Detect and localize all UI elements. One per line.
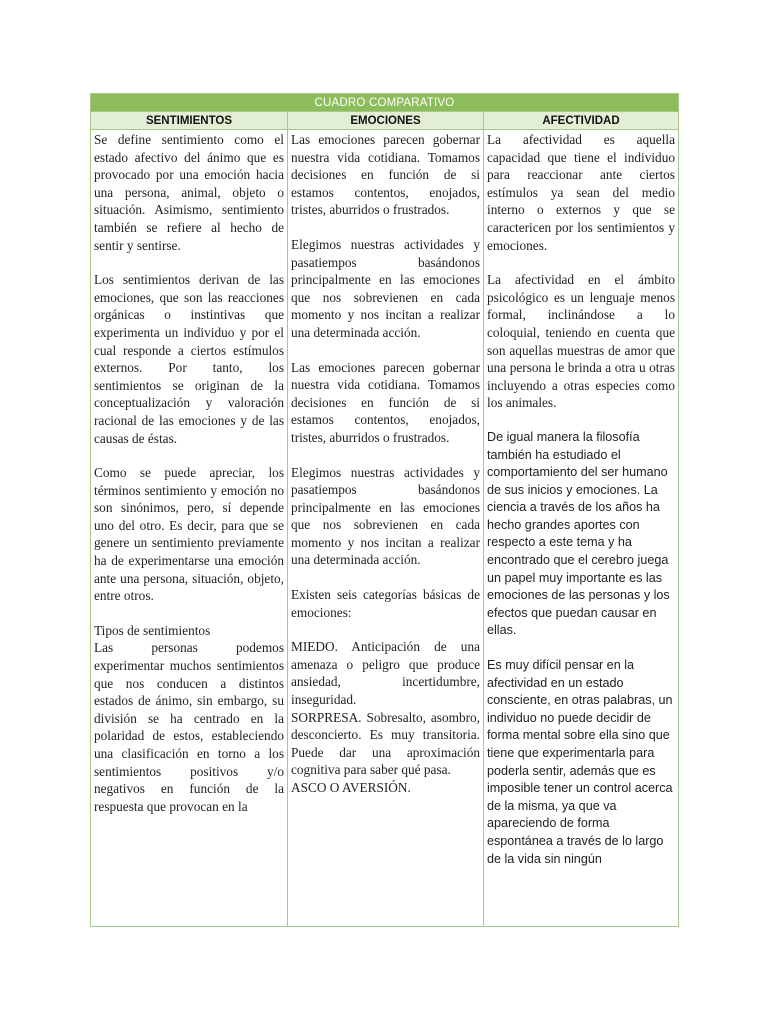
paragraph: La afectividad en el ámbito psicológico es un lenguaje menos formal, inclinándose a lo coloquial, teniendo en cuenta que son aquellas muestras de amor que una persona le brinda a otra u otras incluyendo a otras especies como los animales. xyxy=(487,272,675,411)
comparison-table xyxy=(90,93,679,927)
paragraph: SORPRESA. Sobresalto, asombro, desconcierto. Es muy transitoria. Puede dar una aproximación cognitiva para saber qué pasa. xyxy=(291,709,480,778)
table-title: CUADRO COMPARATIVO xyxy=(91,94,679,112)
paragraph: Existen seis categorías básicas de emociones: xyxy=(291,587,480,620)
paragraph: MIEDO. Anticipación de una amenaza o peligro que produce ansiedad, incertidumbre, inseguridad. xyxy=(291,639,480,708)
subheading: Tipos de sentimientos xyxy=(94,622,211,638)
paragraph: ASCO O AVERSIÓN. xyxy=(291,780,411,795)
title-row xyxy=(91,94,679,112)
paragraph: Elegimos nuestras actividades y pasatiempos basándonos principalmente en las emociones que nos sobrevienen en cada momento y nos incitan a realizar una determinada acción. xyxy=(291,464,480,568)
paragraph: De igual manera la filosofía también ha estudiado el comportamiento del ser humano de sus inicios y emociones. La ciencia a través de los años ha hecho grandes aportes con respecto a este tema y ha encontrado que el cerebro juega un papel muy importante es las emociones de las personas y los efectos que puedan causar en ellas. xyxy=(487,429,670,638)
paragraph: Se define sentimiento como el estado afectivo del ánimo que es provocado por una emoción hacia una persona, animal, objeto o situación. Asimismo, sentimiento también se refiere al hecho de sentir y sentirse. xyxy=(94,132,284,253)
afectividad-cell xyxy=(484,130,679,927)
content-row xyxy=(91,130,679,927)
paragraph: La afectividad es aquella capacidad que tiene el individuo para reaccionar ante ciertos estímulos ya sean del medio interno o externos y que se caractericen por los sentimientos y emociones. xyxy=(487,132,675,253)
column-header-sentimientos: SENTIMIENTOS xyxy=(91,112,288,130)
paragraph: Las emociones parecen gobernar nuestra vida cotidiana. Tomamos decisiones en función de si estamos contentos, enojados, tristes, aburridos o frustrados. xyxy=(291,359,480,445)
paragraph: Elegimos nuestras actividades y pasatiempos basándonos principalmente en las emociones que nos sobrevienen en cada momento y nos incitan a realizar una determinada acción. xyxy=(291,236,480,340)
paragraph: Las emociones parecen gobernar nuestra vida cotidiana. Tomamos decisiones en función de si estamos contentos, enojados, tristes, aburridos o frustrados. xyxy=(291,132,480,218)
paragraph: Los sentimientos derivan de las emociones, que son las reacciones orgánicas o instintivas que experimenta un individuo y por el cual responde a ciertos estímulos externos. Por tanto, los sentimientos se originan de la conceptualización y valoración racional de las emociones y de las causas de éstas. xyxy=(94,272,284,446)
paragraph: Es muy difícil pensar en la afectividad en un estado consciente, en otras palabras, un individuo no puede decidir de forma mental sobre ella sino que tiene que experimentarla para poderla sentir, además que es imposible tener un control acerca de la misma, ya que va apareciendo de forma espontánea a través de lo largo de la vida sin ningún xyxy=(487,658,673,866)
column-header-emociones: EMOCIONES xyxy=(288,112,484,130)
paragraph: Las personas podemos experimentar muchos sentimientos que nos conducen a distintos estados de ánimo, sin embargo, su división se ha centrado en la polaridad de estos, estableciendo una clasificación en torno a los sentimientos positivos y/o negativos en función de la respuesta que provocan en la xyxy=(94,640,284,814)
sentimientos-cell xyxy=(91,130,288,927)
header-row xyxy=(91,112,679,130)
emociones-cell xyxy=(288,130,484,927)
paragraph: Como se puede apreciar, los términos sentimiento y emoción no son sinónimos, pero, sí depende uno del otro. Es decir, para que se genere un sentimiento previamente ha de experimentarse una emoción ante una persona, situación, objeto, entre otros. xyxy=(94,465,284,604)
column-header-afectividad: AFECTIVIDAD xyxy=(484,112,679,130)
